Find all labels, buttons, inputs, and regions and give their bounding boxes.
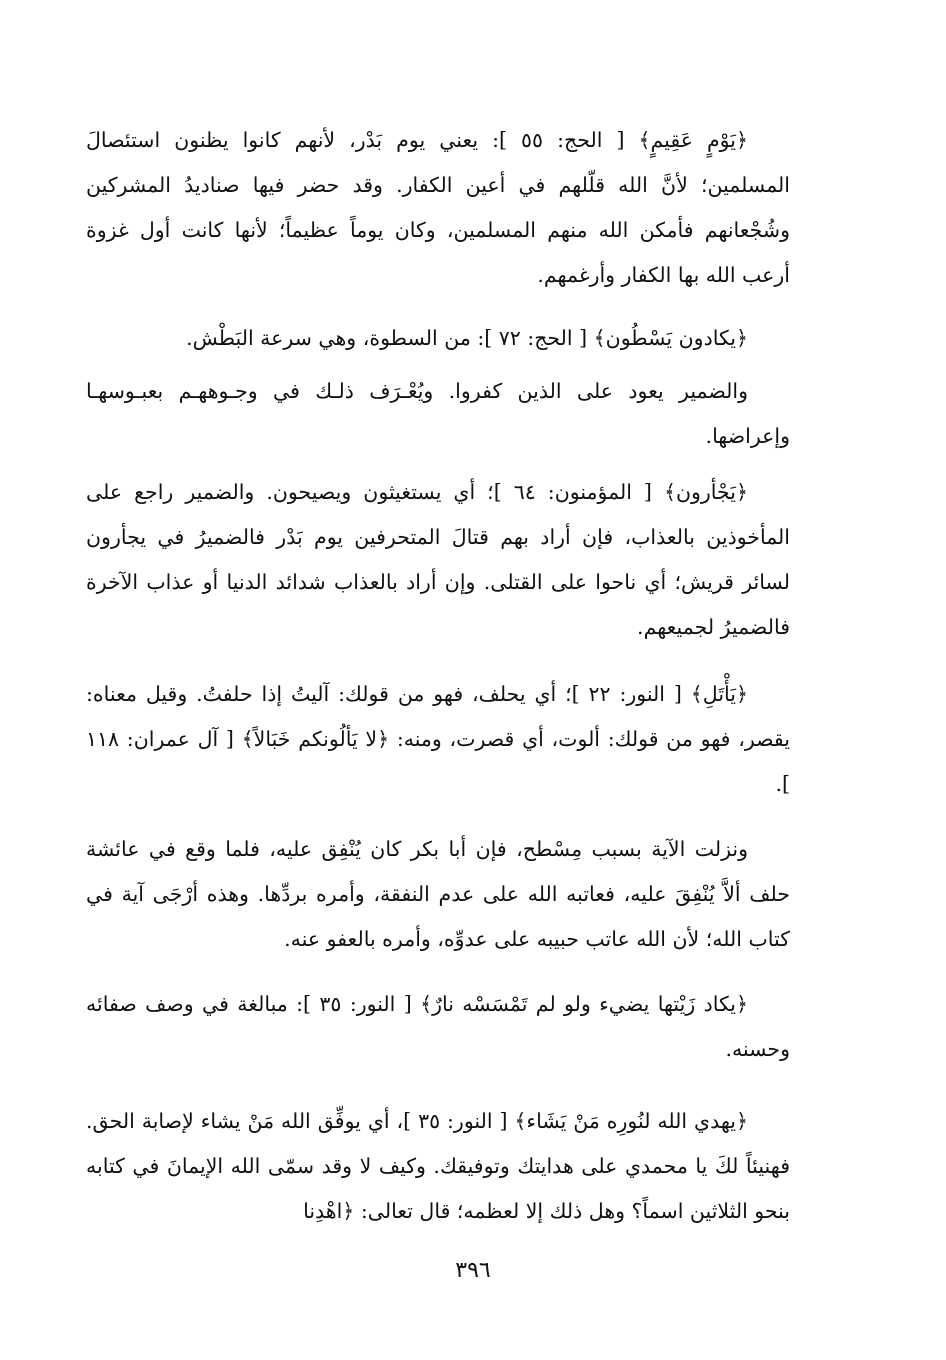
paragraph-4: ﴿يَجْأرون﴾ [ المؤمنون: ٦٤ ]؛ أي يستغيثون ويصيحون. والضمير راجع على المأخوذين بالعذاب، فإن أراد بهم قتالَ المتحرفين يوم بَدْر فالضميرُ في يجأرون لسائر قريش؛ أي ناحوا على القتلى. وإن أراد بالعذاب شدائد الدنيا أو عذاب الآخرة فالضميرُ لجميعهم. bbox=[86, 480, 790, 639]
paragraph-1: ﴿يَوْمٍ عَقِيمٍ﴾ [ الحج: ٥٥ ]: يعني يوم بَدْر، لأنهم كانوا يظنون استئصالَ المسلمين؛ لأنَّ الله قلّلهم في أعين الكفار. وقد حضر فيها صناديدُ المشركين وشُجْعانهم فأمكن الله منهم المسلمين، وكان يوماً عظيماً؛ لأنها كانت أول غزوة أرعب الله بها الكفار وأرغمهم. bbox=[86, 128, 790, 287]
paragraph-6: ونزلت الآية بسبب مِسْطح، فإن أبا بكر كان يُنْفِق عليه، فلما وقع في عائشة حلف ألاَّ يُنْفِقَ عليه، فعاتبه الله على عدم النفقة، وأمره بردِّها. وهذه أرْجَى آية في كتاب الله؛ لأن الله عاتب حبيبه على عدوِّه، وأمره بالعفو عنه. bbox=[86, 837, 790, 951]
paragraph-5: ﴿يَأْتَلِ﴾ [ النور: ٢٢ ]؛ أي يحلف، فهو من قولك: آليتُ إذا حلفتُ. وقيل معناه: يقصر، فهو من قولك: ألوت، أي قصرت، ومنه: ﴿لا يَألُونكم خَبَالاً﴾ [ آل عمران: ١١٨ ]. bbox=[86, 682, 790, 796]
paragraph-3: والضمير يعود على الذين كفروا. ويُعْـرَف ذلـك في وجـوههـم بعبـوسهـا وإعراضها. bbox=[86, 379, 790, 448]
paragraph-2: ﴿يكادون يَسْطُون﴾ [ الحج: ٧٢ ]: من السطوة، وهي سرعة البَطْش. bbox=[186, 326, 748, 350]
paragraph-7: ﴿يكاد زَيْتها يضيء ولو لم تَمْسَسْه نارٌ﴾ [ النور: ٣٥ ]: مبالغة في وصف صفائه وحسنه. bbox=[86, 992, 790, 1061]
page-number: ٣٩٦ bbox=[455, 1258, 491, 1283]
paragraph-8: ﴿يهدي الله لنُورِه مَنْ يَشَاء﴾ [ النور: ٣٥ ]، أي يوفِّق الله مَنْ يشاء لإصابة الحق. فهنيئاً لكَ يا محمدي على هدايتك وتوفيقك. وكيف لا وقد سمّى الله الإيمانَ في كتابه بنحو الثلاثين اسماً؟ وهل ذلك إلا لعظمه؛ قال تعالى: ﴿اهْدِنا bbox=[86, 1109, 790, 1223]
